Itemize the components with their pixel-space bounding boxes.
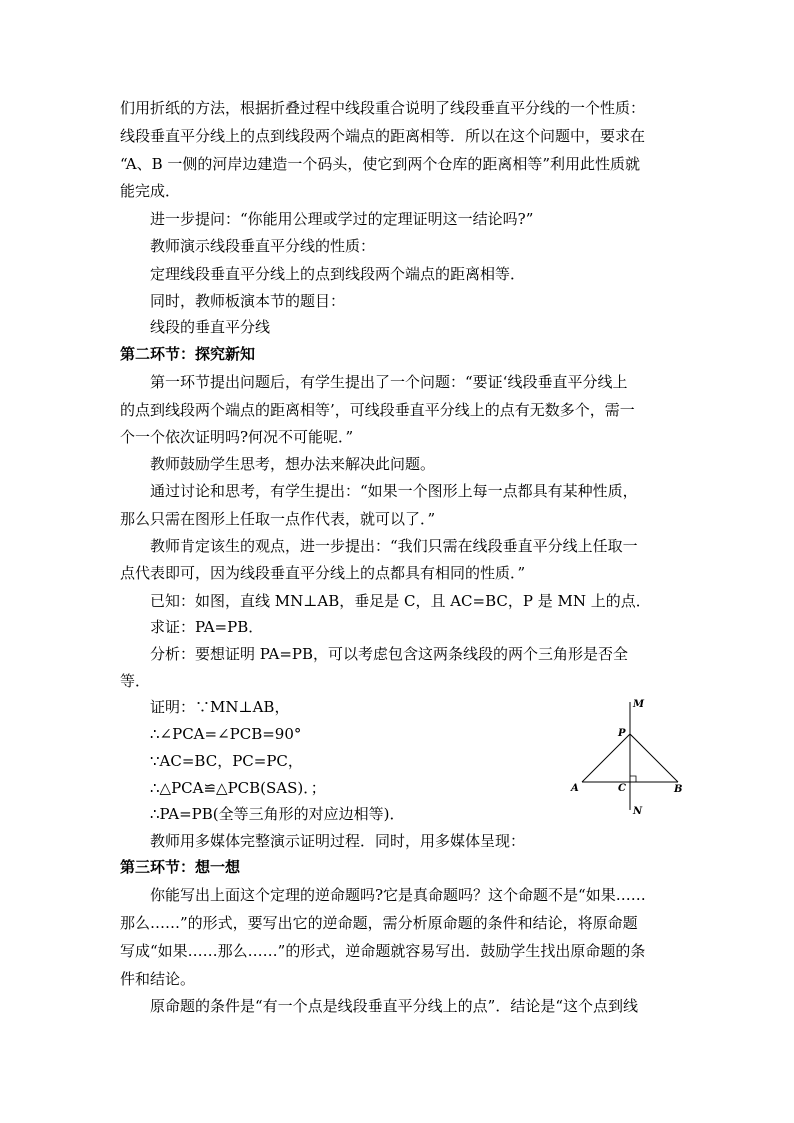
text-line: 的点到线段两个端点的距离相等’，可线段垂直平分线上的点有无数多个，需一	[120, 401, 635, 419]
proof-line: ∵AC=BC，PC=PC，	[150, 752, 303, 770]
label-b: B	[674, 784, 683, 795]
text-line: 那么只需在图形上任取一点作代表，就可以了．”	[120, 510, 436, 528]
section-heading: 第三环节：想一想	[120, 858, 241, 876]
text-line: 等．	[120, 672, 151, 690]
text-line: 们用折纸的方法，根据折叠过程中线段重合说明了线段垂直平分线的一个性质：	[120, 99, 646, 117]
text-line: 教师用多媒体完整演示证明过程．同时，用多媒体呈现：	[150, 832, 526, 850]
segment-pa	[582, 734, 630, 782]
geometry-diagram	[560, 692, 700, 822]
text-line: 点代表即可，因为线段垂直平分线上的点都具有相同的性质．”	[120, 564, 526, 582]
section-heading: 第二环节：探究新知	[120, 345, 256, 363]
text-line: 教师鼓励学生思考，想办法来解决此问题。	[150, 455, 436, 473]
text-line: 教师肯定该生的观点，进一步提出：“我们只需在线段垂直平分线上任取一	[150, 537, 638, 555]
text-line: 通过讨论和思考，有学生提出：“如果一个图形上每一点都具有某种性质，	[150, 482, 638, 500]
text-line: 你能写出上面这个定理的逆命题吗?它是真命题吗？这个命题不是“如果……	[150, 886, 646, 904]
proof-line: ∴∠PCA=∠PCB=90°	[150, 725, 302, 743]
text-line: 能完成．	[120, 182, 181, 200]
label-p: P	[618, 728, 626, 739]
text-line: 那么……”的形式，要写出它的逆命题，需分析原命题的条件和结论，将原命题	[120, 914, 638, 932]
segment-pb	[630, 734, 678, 782]
text-line: 求证：PA=PB．	[150, 618, 264, 636]
text-line: 件和结论。	[120, 970, 196, 988]
right-angle-mark	[630, 776, 636, 782]
text-line: 线段垂直平分线上的点到线段两个端点的距离相等．所以在这个问题中，要求在	[120, 127, 646, 145]
text-line: 原命题的条件是“有一个点是线段垂直平分线上的点”．结论是“这个点到线	[150, 997, 639, 1015]
text-line: 分析：要想证明 PA=PB，可以考虑包含这两条线段的两个三角形是否全	[150, 645, 629, 663]
text-line: 个一个依次证明吗?何况不可能呢．”	[120, 428, 354, 446]
label-n: N	[633, 806, 643, 817]
text-line: 第一环节提出问题后，有学生提出了一个问题：“要证‘线段垂直平分线上	[150, 373, 628, 391]
text-line: 定理线段垂直平分线上的点到线段两个端点的距离相等．	[150, 265, 526, 283]
text-line: 写成“如果……那么……”的形式，逆命题就容易写出．鼓励学生找出原命题的条	[120, 942, 646, 960]
proof-line: ∴PA=PB(全等三角形的对应边相等)．	[150, 805, 405, 823]
text-line: 教师演示线段垂直平分线的性质：	[150, 237, 376, 255]
perpendicular-bisector-figure	[560, 692, 700, 822]
text-line: 同时，教师板演本节的题目：	[150, 292, 346, 310]
label-a: A	[571, 783, 579, 794]
text-line: 进一步提问：“你能用公理或学过的定理证明这一结论吗?”	[150, 210, 534, 228]
proof-line: ∴△PCA≌△PCB(SAS)．；	[150, 779, 326, 797]
label-m: M	[633, 699, 645, 710]
label-c: C	[618, 783, 626, 794]
text-line: 线段的垂直平分线	[150, 318, 271, 336]
proof-line: 证明：∵MN⊥AB，	[150, 698, 290, 716]
text-line: “A、B 一侧的河岸边建造一个码头，使它到两个仓库的距离相等”利用此性质就	[120, 155, 641, 173]
text-line: 已知：如图，直线 MN⊥AB，垂足是 C，且 AC=BC，P 是 MN 上的点．	[150, 592, 651, 610]
